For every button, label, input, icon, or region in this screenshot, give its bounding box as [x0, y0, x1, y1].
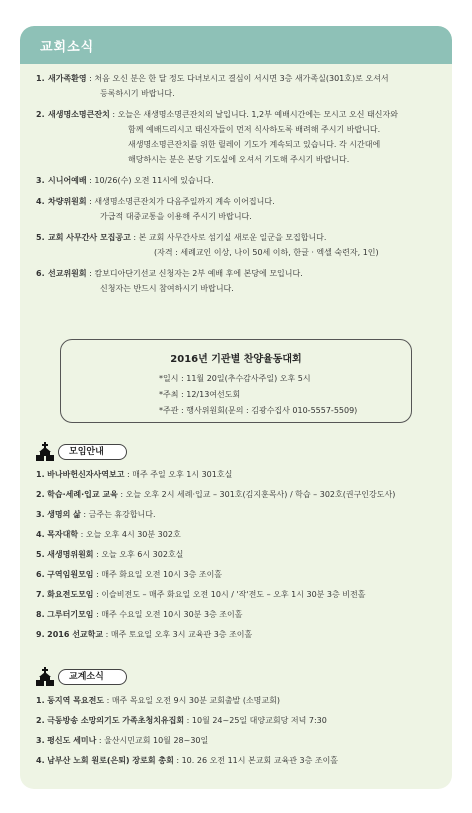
item-continuation: 등록하시기 바랍니다. [100, 89, 175, 98]
item-content [48, 71, 446, 101]
church-icon [36, 442, 54, 462]
item-text: : 본 교회 사무간사로 섬기실 새로운 일군을 모집합니다. [130, 233, 327, 242]
item-number: 8. [36, 610, 45, 619]
item-text: : 10/26(수) 오전 11시에 있습니다. [86, 176, 214, 185]
item-text: : 10. 26 오전 11시 본교회 교육관 3층 조이홀 [173, 756, 339, 765]
item-text: : 매주 화요일 오전 10시 3층 조이홀 [93, 570, 223, 579]
item-number: 5. [36, 233, 45, 242]
list-item [36, 545, 446, 565]
item-number: 2. [36, 716, 45, 725]
item-text: : 오늘 오후 6시 302호실 [93, 550, 184, 559]
item-number: 6. [36, 269, 45, 278]
item-number: 3. [36, 736, 45, 745]
item-first-line [48, 230, 446, 245]
event-box [60, 339, 412, 423]
church-icon [36, 667, 54, 687]
event-host: *주최 : 12/13여선도회 [159, 390, 241, 399]
item-label: 생명의 삶 [47, 510, 81, 519]
item-number: 4. [36, 756, 45, 765]
item-first-line [48, 107, 446, 122]
item-text: : 매주 토요일 오후 3시 교육관 3층 조이홀 [103, 630, 253, 639]
item-label: 동지역 목요전도 [47, 696, 105, 705]
event-date: *일시 : 11월 20일(추수감사주일) 오후 5시 [159, 374, 311, 383]
news-item [36, 266, 446, 296]
item-first-line [48, 71, 446, 86]
item-label: 학습·세례·입교 교육 [47, 490, 118, 499]
list-item [36, 525, 446, 545]
event-organizer: *주관 : 행사위원회(문의 : 김광수집사 010-5557-5509) [159, 406, 358, 415]
news-item [36, 107, 446, 167]
item-label: 새생명위원회 [47, 550, 94, 559]
item-text: : 오늘은 새생명소명큰잔치의 날입니다. 1,2부 예배시간에는 모시고 오신 태신자와 [109, 110, 398, 119]
item-text: : 매주 수요일 오전 10시 30분 3층 조이홀 [93, 610, 243, 619]
item-content [48, 194, 446, 224]
item-number: 1. [36, 696, 45, 705]
item-text: : 매주 목요일 오전 9시 30분 교회출발 (소명교회) [104, 696, 280, 705]
item-continuation: 가급적 대중교통을 이용해 주시기 바랍니다. [100, 212, 252, 221]
item-first-line [48, 194, 446, 209]
item-text: : 울산시민교회 10월 28~30일 [96, 736, 209, 745]
item-continuation: (자격 : 세례교인 이상, 나이 50세 이하, 한글 · 엑셀 숙련자, 1인) [154, 248, 379, 257]
fellowship-list [36, 691, 446, 771]
item-number: 2. [36, 110, 45, 119]
list-item [36, 505, 446, 525]
item-label: 새생명소명큰잔치 [48, 110, 110, 119]
item-label: 바나바헌신자사역보고 [47, 470, 125, 479]
section-title: 교회소식 [40, 40, 95, 55]
list-item [36, 485, 446, 505]
item-number: 7. [36, 590, 45, 599]
item-label: 교회 사무간사 모집공고 [48, 233, 131, 242]
meetings-header [36, 441, 127, 463]
list-item [36, 625, 446, 645]
item-number: 9. [36, 630, 45, 639]
item-text: : 오늘 오후 4시 30분 302호 [78, 530, 181, 539]
item-number: 6. [36, 570, 45, 579]
item-number: 5. [36, 550, 45, 559]
item-continuation: 신청자는 반드시 참여하시기 바랍니다. [100, 284, 234, 293]
item-number: 3. [36, 510, 45, 519]
list-item [36, 691, 446, 711]
item-text: : 금주는 휴강합니다. [80, 510, 156, 519]
item-label: 2016 선교학교 [47, 630, 104, 639]
item-number: 1. [36, 470, 45, 479]
meetings-title: 모임안내 [58, 444, 127, 460]
item-number: 4. [36, 197, 45, 206]
fellowship-title: 교계소식 [58, 669, 127, 685]
item-number: 3. [36, 176, 45, 185]
item-label: 극동방송 소망의기도 가족초청치유집회 [47, 716, 185, 725]
item-number: 1. [36, 74, 45, 83]
item-label: 목자대학 [47, 530, 79, 539]
list-item [36, 731, 446, 751]
list-item [36, 605, 446, 625]
item-number: 2. [36, 490, 45, 499]
item-label: 선교위원회 [48, 269, 87, 278]
news-item [36, 194, 446, 224]
item-text: : 매주 주일 오후 1시 301호실 [124, 470, 233, 479]
item-content [48, 173, 446, 188]
item-continuation: 해당하시는 분은 본당 기도실에 오셔서 기도해 주시기 바랍니다. [128, 155, 350, 164]
item-label: 남부산 노회 원로(은퇴) 장로회 총회 [47, 756, 174, 765]
item-label: 평신도 세미나 [47, 736, 97, 745]
item-label: 그루터기모임 [47, 610, 94, 619]
list-item [36, 585, 446, 605]
item-continuation: 함께 예배드리시고 태신자들이 먼저 식사하도록 배려해 주시기 바랍니다. [128, 125, 381, 134]
item-text: : 처음 오신 분은 한 달 정도 다녀보시고 결심이 서시면 3층 새가족실(301호)로 오셔서 [86, 74, 389, 83]
item-label: 새가족환영 [48, 74, 87, 83]
item-text: : 오늘 오후 2시 세례·입교 – 301호(김지훈목사) / 학습 – 302호(권구인강도사) [117, 490, 396, 499]
item-continuation: 새생명소명큰잔치를 위한 릴레이 기도가 계속되고 있습니다. 각 시간대에 [128, 140, 381, 149]
item-number: 4. [36, 530, 45, 539]
item-label: 구역임원모임 [47, 570, 94, 579]
fellowship-header [36, 666, 127, 688]
item-first-line [48, 266, 446, 281]
list-item [36, 565, 446, 585]
list-item [36, 465, 446, 485]
news-item [36, 230, 446, 260]
news-item [36, 71, 446, 101]
item-text: : 새생명소명큰잔치가 다음주일까지 계속 이어집니다. [86, 197, 275, 206]
item-content [48, 107, 446, 167]
item-label: 화요전도모임 [47, 590, 94, 599]
event-title: 2016년 기관별 찬양율동대회 [170, 354, 302, 365]
list-item [36, 711, 446, 731]
meetings-list [36, 465, 446, 645]
section-header [20, 26, 452, 64]
list-item [36, 751, 446, 771]
item-label: 시니어예배 [48, 176, 87, 185]
news-list [36, 71, 446, 302]
item-content [48, 230, 446, 260]
news-item [36, 173, 446, 188]
item-first-line [48, 173, 446, 188]
church-news-panel [20, 26, 452, 789]
item-label: 차량위원회 [48, 197, 87, 206]
item-text: : 이슬비전도 – 매주 화요일 오전 10시 / '작'전도 – 오후 1시 30분 3층 비전홀 [93, 590, 366, 599]
item-content [48, 266, 446, 296]
item-text: : 10월 24~25일 대양교회당 저녁 7:30 [184, 716, 327, 725]
item-text: : 캄보디아단기선교 신청자는 2부 예배 후에 본당에 모입니다. [86, 269, 303, 278]
